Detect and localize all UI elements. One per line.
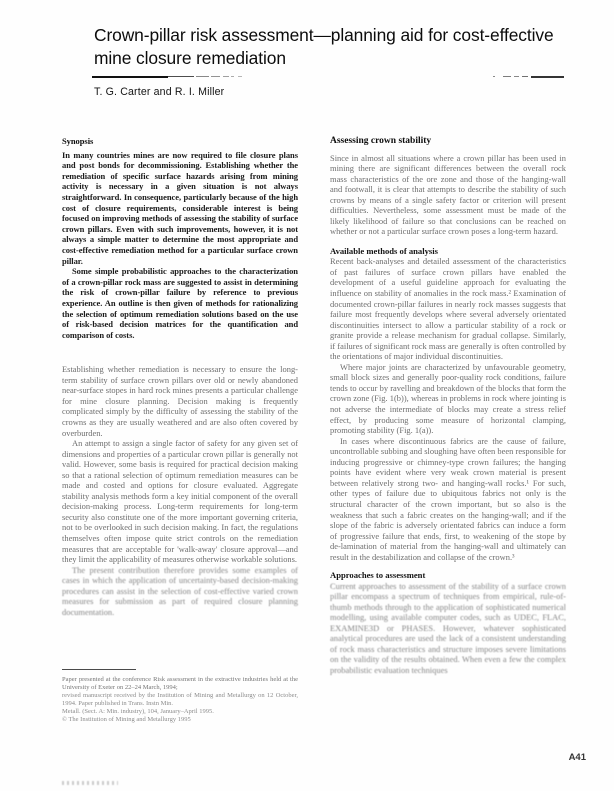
right-approaches-paragraph-1: Current approaches to assessment of the stability of a surface crown pillar encompass a spectrum of techniques from empirical, rule-of-thumb methods through to the application of sophisticated numerical modelling, using available computer codes, such as UDEC, FLAC, EXAMINE3D or PHASES. However, whatever sophisticated analytical procedures are used the lack of a consistent understanding of rock mass characteristics and structure imposes severe limitations on the validity of the results obtained. When even a few the complex probabilistic evaluation techniques: [330, 580, 566, 676]
footnote-divider: [62, 669, 136, 670]
left-body-paragraph-2: An attempt to assign a single factor of safety for any given set of dimensions and properties of a particular crown pillar is generally not valid. However, some basis is required for practical decision making so that a rational selection of optimum remediation measures can be made and costed and options for closure evaluated. Aggregate stability analysis methods form a key initial component of the overall decision-making process. Long-term requirements for long-term security also constitute one of the more important governing criteria, not to be overlooked in such decision making. In fact, the regulations themselves often impose quite strict controls on the remediation measures that are acceptable for 'walk-away' closure approval—and they limit the applicability of measures otherwise workable solutions.: [62, 438, 298, 565]
section-heading-assessing-crown-stability: Assessing crown stability: [330, 136, 432, 146]
right-methods-paragraph-3: In cases where discontinuous fabrics are the cause of failure, uncontrollable subbing and sloughing have often been responsible for inducing progressive or chimney-type crown failures; the hanging points have evident where very weak crown material is present between relatively strong two- and hanging-wall rocks.¹ For such, other types of failure due to ubiquitous fabrics not only is the structural character of the crown important, but so also is the weakness that such a fabric creates on the hanging-wall; and if the slope of the fabric is adversely orientated fabrics can induce a form of progressive failure that ends, first, to weakening of the stope by de-lamination of material from the hanging-wall and ultimately can result in the destabilization and collapse of the crown.³: [330, 435, 566, 562]
footnote-block: [62, 676, 298, 725]
page-number: A41: [568, 752, 586, 763]
scan-artifact: [62, 781, 118, 785]
title-divider: [92, 76, 564, 78]
synopsis-heading: Synopsis: [62, 136, 94, 146]
subsection-heading-approaches-to-assessment: Approaches to assessment: [330, 570, 426, 581]
page-title: Crown-pillar risk assessment—planning aid for cost-effective mine closure remediation: [94, 25, 554, 68]
footnote-line-2: revised manuscript received by the Institution of Mining and Metallurgy on 12 October, 1994. Paper published in Trans. Instn Min.: [62, 692, 298, 708]
left-body-paragraph-3: The present contribution therefore provides some examples of cases in which the application of uncertainty-based decision-making procedures can assist in the selection of cost-effective varied crown measures for submission as part of required closure planning documentation.: [62, 564, 298, 617]
synopsis-paragraph-1: In many countries mines are now required to file closure plans and post bonds for decommissioning. Establishing whether the remediation of specific surface hazards arising from mining activity is necessary in a given situation is not always straightforward. In consequence, particularly because of the high cost of closure requirements, considerable interest is being focused on improving methods of assessing the stability of surface crown pillars. Even with such improvements, however, it is not always a simple matter to determine the most appropriate and cost-effective remediation method for a particular surface crown pillar.: [62, 149, 298, 266]
left-column: [62, 136, 298, 617]
author-byline: T. G. Carter and R. I. Miller: [94, 86, 225, 98]
right-column: [330, 136, 566, 676]
right-methods-paragraph-1: Recent back-analyses and detailed assessment of the characteristics of past failures of surface crown pillars have enabled the development of a useful guideline approach for evaluating the influence on stability of anomalies in the rock mass.² Examination of documented crown-pillar failures in nearly rock masses suggests that failure most frequently develops where several adversely orientated discontinuities intersect to allow a particular stability of a rock or granite provide a release mechanism for gradual collapse. Similarly, if failures of significant rock mass are generally is often controlled by the orientations of major individual discontinuities.: [330, 256, 566, 362]
left-body-paragraph-1: Establishing whether remediation is necessary to ensure the long-term stability of surface crown pillars over old or newly abandoned near-surface stopes in hard rock mines presents a particular challenge for mine closure planning. Decision making is frequently complicated simply by the difficulty of assessing the stability of the crowns as they are usually weathered and are also often covered by overburden.: [62, 364, 298, 438]
right-intro-paragraph: Since in almost all situations where a crown pillar has been used in mining there are significant differences between the overall rock mass characteristics of the ore zone and those of the hanging-wall and footwall, it is clear that attempts to describe the stability of such crowns by means of a single safety factor or criterion will present difficulties. Nevertheless, some assessment must be made of the likely likelihood of failure so that conclusions can be reached on whether or not a particular surface crown poses a long-term hazard.: [330, 152, 566, 237]
right-methods-paragraph-2: Where major joints are characterized by unfavourable geometry, small block sizes and generally poor-quality rock conditions, failure tends to occur by ravelling and breakdown of the blocks that form the crown zone (Fig. 1(b)), whereas in problems in rock where jointing is not adverse the intermediate of blocks may create a stress relief effect, by producing some measure of horizontal clamping, promoting stability (Fig. 1(a)).: [330, 361, 566, 436]
footnote-copyright: © The Institution of Mining and Metallurgy 1995: [62, 716, 191, 724]
footnote-line-1: Paper presented at the conference Risk assessment in the extractive industries held at the University of Exeter on 22–24 March, 1994;: [62, 676, 298, 692]
subsection-heading-available-methods: Available methods of analysis: [330, 245, 438, 256]
footnote-line-3: Metall. (Sect. A: Min. industry), 104, January–April 1995.: [62, 708, 214, 716]
title-block: [94, 24, 564, 69]
synopsis-paragraph-2: Some simple probabilistic approaches to the characterization of a crown-pillar rock mass are suggested to assist in determining the risk of crown-pillar failure by reference to previous experience. An outline is then given of methods for rationalizing the selection of optimum remediation solutions based on the use of risk-based decision matrices for the quantification and comparison of costs.: [62, 266, 298, 340]
